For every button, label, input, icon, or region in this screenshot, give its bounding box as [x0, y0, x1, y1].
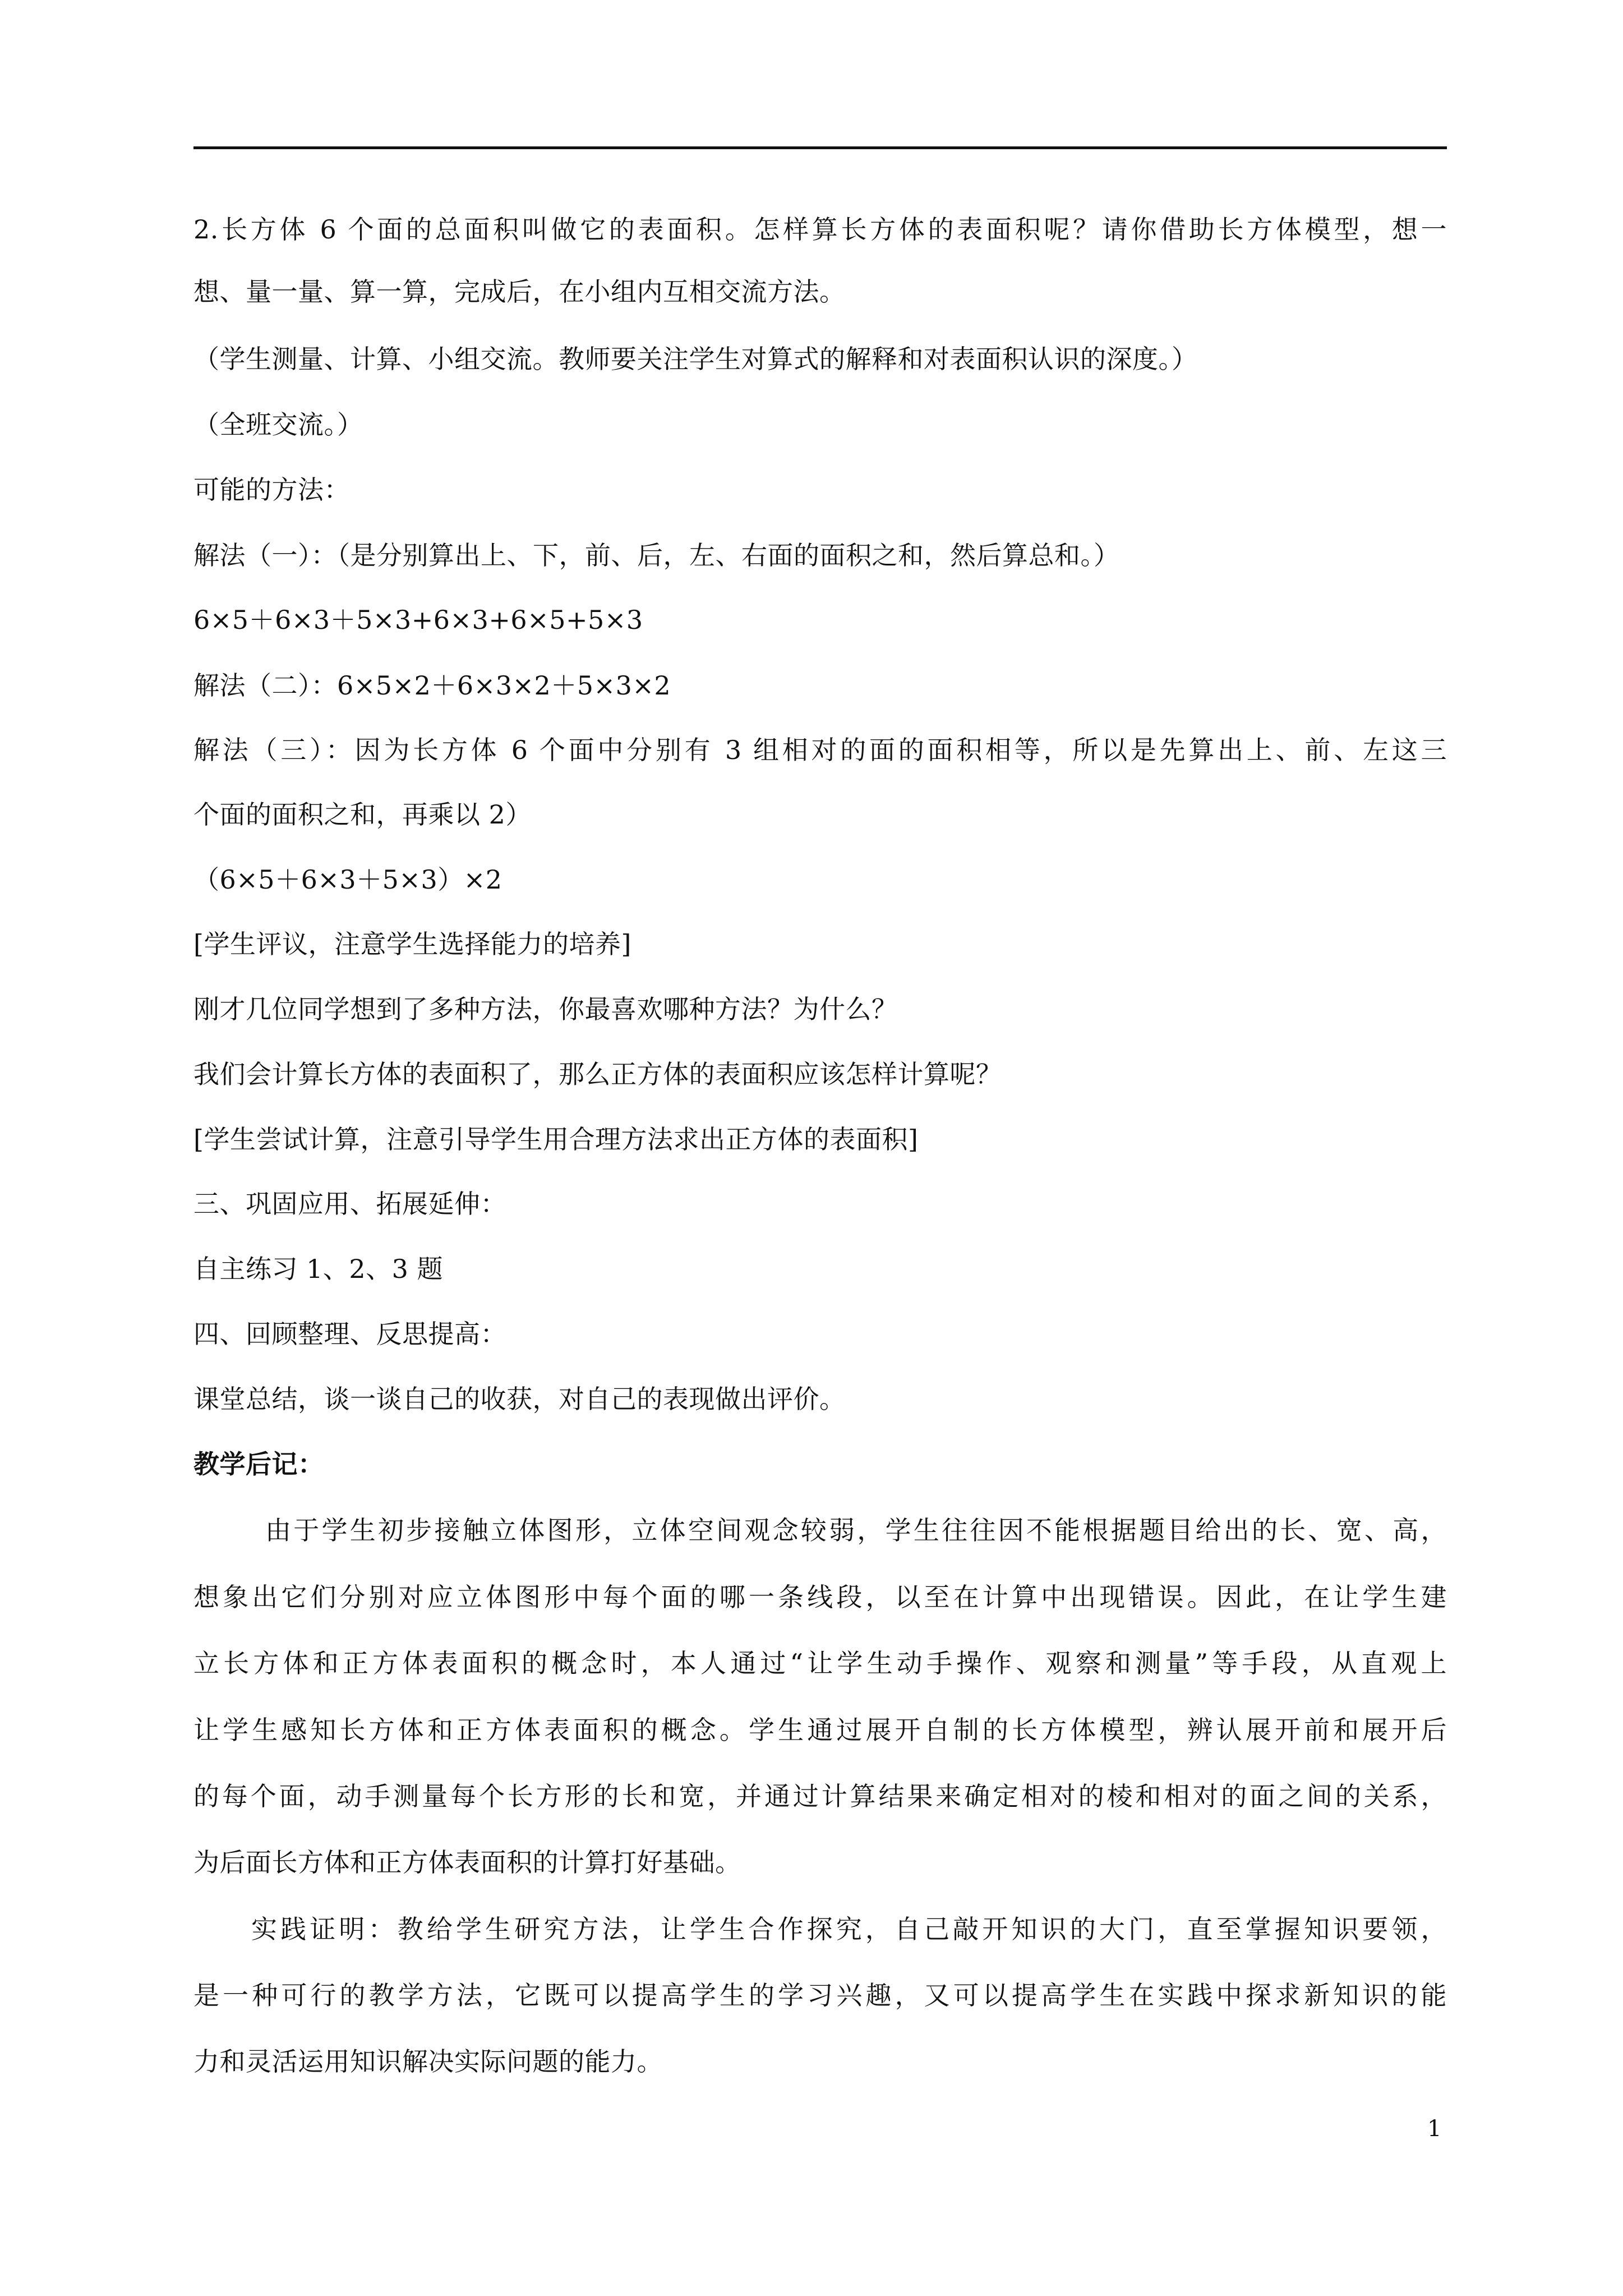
paragraph-line: （学生测量、计算、小组交流。教师要关注学生对算式的解释和对表面积认识的深度。） — [193, 344, 1198, 374]
paragraph-line: 实践证明：教给学生研究方法，让学生合作探究，自己敲开知识的大门，直至掌握知识要领， — [251, 1914, 1447, 1944]
page-number: 1 — [1427, 2116, 1442, 2142]
formula-line: 6×5＋6×3＋5×3+6×3+6×5+5×3 — [193, 605, 643, 635]
paragraph-line: 我们会计算长方体的表面积了，那么正方体的表面积应该怎样计算呢？ — [193, 1059, 1002, 1089]
paragraph-line: 刚才几位同学想到了多种方法，你最喜欢哪种方法？为什么？ — [193, 994, 898, 1024]
paragraph-line: 由于学生初步接触立体图形，立体空间观念较弱，学生往往因不能根据题目给出的长、宽、高， — [265, 1515, 1447, 1545]
paragraph-line: 自主练习 1、2、3 题 — [193, 1254, 444, 1284]
paragraph-line: 让学生感知长方体和正方体表面积的概念。学生通过展开自制的长方体模型，辨认展开前和展开后 — [193, 1715, 1447, 1745]
section-heading: 三、巩固应用、拓展延伸： — [193, 1189, 506, 1219]
paragraph-line: [学生评议，注意学生选择能力的培养] — [193, 929, 631, 959]
paragraph-line: 课堂总结，谈一谈自己的收获，对自己的表现做出评价。 — [193, 1384, 846, 1414]
paragraph-line: [学生尝试计算，注意引导学生用合理方法求出正方体的表面积] — [193, 1124, 919, 1154]
paragraph-line: 可能的方法： — [193, 475, 350, 505]
section-heading: 四、回顾整理、反思提高： — [193, 1319, 506, 1349]
paragraph-line: 力和灵活运用知识解决实际问题的能力。 — [193, 2046, 663, 2077]
paragraph-line: 是一种可行的教学方法，它既可以提高学生的学习兴趣，又可以提高学生在实践中探求新知识的能 — [193, 1980, 1447, 2010]
paragraph-line: 想、量一量、算一算，完成后，在小组内互相交流方法。 — [193, 277, 846, 307]
paragraph-line: 为后面长方体和正方体表面积的计算打好基础。 — [193, 1847, 741, 1878]
paragraph-line: 的每个面，动手测量每个长方形的长和宽，并通过计算结果来确定相对的棱和相对的面之间的关系， — [193, 1781, 1447, 1811]
header-rule — [193, 146, 1447, 149]
paragraph-line: 想象出它们分别对应立体图形中每个面的哪一条线段，以至在计算中出现错误。因此，在让学生建 — [193, 1582, 1447, 1612]
paragraph-line: 立长方体和正方体表面积的概念时，本人通过“让学生动手操作、观察和测量”等手段，从直观上 — [193, 1648, 1447, 1678]
paragraph-line: 2.长方体 6 个面的总面积叫做它的表面积。怎样算长方体的表面积呢？请你借助长方体模型，想一 — [193, 214, 1447, 245]
paragraph-line: 个面的面积之和，再乘以 2） — [193, 799, 532, 830]
paragraph-line: （全班交流。） — [193, 409, 363, 440]
formula-line: 解法（二）：6×5×2＋6×3×2＋5×3×2 — [193, 670, 671, 701]
paragraph-line: 解法（一）：（是分别算出上、下，前、后，左、右面的面积之和，然后算总和。） — [193, 540, 1120, 570]
formula-line: （6×5＋6×3＋5×3）×2 — [193, 864, 502, 895]
postscript-heading: 教学后记： — [193, 1449, 324, 1479]
paragraph-line: 解法（三）：因为长方体 6 个面中分别有 3 组相对的面的面积相等，所以是先算出上、前、左这三 — [193, 735, 1447, 765]
